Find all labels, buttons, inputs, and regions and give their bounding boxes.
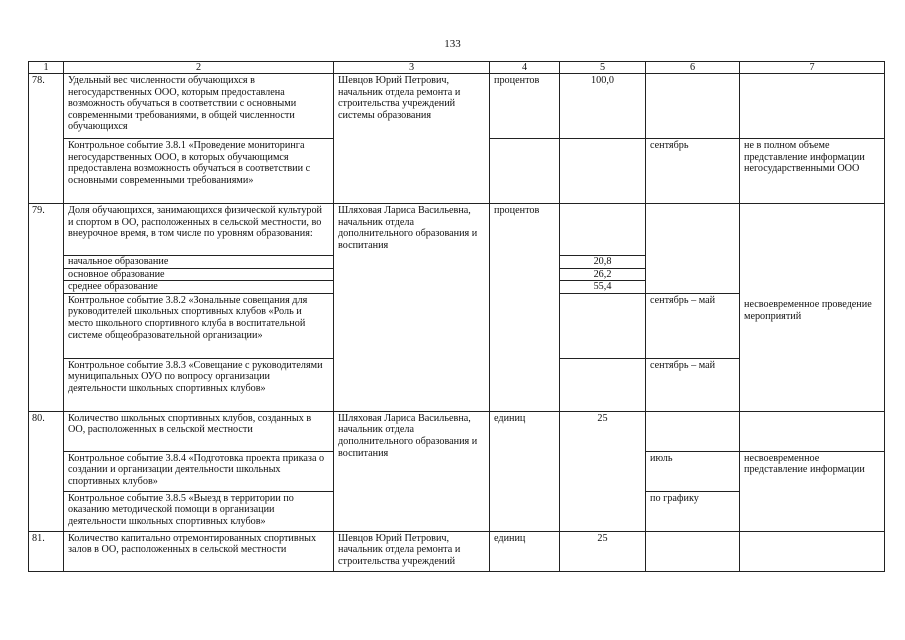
level-label: основное образование	[64, 268, 334, 281]
value-cell	[560, 139, 646, 204]
header-col-7: 7	[740, 62, 885, 74]
term-cell: сентябрь	[646, 139, 740, 204]
term-cell	[646, 204, 740, 294]
header-col-2: 2	[64, 62, 334, 74]
value-cell: 100,0	[560, 74, 646, 139]
value-cell	[560, 204, 646, 256]
control-event-cell: Контрольное событие 3.8.1 «Проведение мониторинга негосударственных ООО, в которых обучающимся предоставлена возможность обучаться в соответствии с основными современными требованиями»	[64, 139, 334, 204]
term-cell: сентябрь – май	[646, 293, 740, 358]
responsible-cell: Шляховая Лариса Васильевна, начальник отдела дополнительного образования и воспитания	[334, 204, 490, 412]
header-col-6: 6	[646, 62, 740, 74]
level-value: 20,8	[560, 256, 646, 269]
value-cell: 25	[560, 531, 646, 571]
indicator-cell: Удельный вес численности обучающихся в негосударственных ООО, которым предоставлена возможность обучаться в соответствии с основными современными требованиями, в общей численности обучающихся	[64, 74, 334, 139]
row-number: 81.	[29, 531, 64, 571]
value-cell	[560, 358, 646, 411]
risk-cell: не в полном объеме представление информации негосударственными ООО	[740, 139, 885, 204]
control-event-cell: Контрольное событие 3.8.2 «Зональные совещания для руководителей школьных спортивных клубов «Роль и место школьного спортивного клуба в воспитательной системе общеобразовательной организации»	[64, 293, 334, 358]
unit-cell: процентов	[490, 204, 560, 412]
header-col-1: 1	[29, 62, 64, 74]
indicator-cell: Количество школьных спортивных клубов, созданных в ОО, расположенных в сельской местности	[64, 411, 334, 451]
table-row	[29, 204, 885, 256]
level-value: 26,2	[560, 268, 646, 281]
row-number: 80.	[29, 411, 64, 531]
level-label: среднее образование	[64, 281, 334, 294]
plan-table	[28, 61, 885, 572]
term-cell	[646, 531, 740, 571]
value-cell	[560, 293, 646, 358]
header-col-5: 5	[560, 62, 646, 74]
value-cell: 25	[560, 411, 646, 531]
risk-cell: несвоевременное представление информации	[740, 451, 885, 531]
risk-cell	[740, 411, 885, 451]
header-col-3: 3	[334, 62, 490, 74]
level-value: 55,4	[560, 281, 646, 294]
row-number: 78.	[29, 74, 64, 204]
header-col-4: 4	[490, 62, 560, 74]
indicator-cell: Количество капитально отремонтированных спортивных залов в ОО, расположенных в сельской местности	[64, 531, 334, 571]
responsible-cell: Шевцов Юрий Петрович, начальник отдела ремонта и строительства учреждений	[334, 531, 490, 571]
term-cell: по графику	[646, 491, 740, 531]
term-cell: сентябрь – май	[646, 358, 740, 411]
term-cell: июль	[646, 451, 740, 491]
risk-cell	[740, 531, 885, 571]
term-cell	[646, 74, 740, 139]
header-row	[29, 62, 885, 74]
unit-cell: единиц	[490, 411, 560, 531]
level-label: начальное образование	[64, 256, 334, 269]
table-row	[29, 411, 885, 451]
term-cell	[646, 411, 740, 451]
indicator-cell: Доля обучающихся, занимающихся физической культурой и спортом в ОО, расположенных в сельской местности, во внеурочное время, в том числе по уровням образования:	[64, 204, 334, 256]
control-event-cell: Контрольное событие 3.8.4 «Подготовка проекта приказа о создании и организации деятельности школьных спортивных клубов»	[64, 451, 334, 491]
control-event-cell: Контрольное событие 3.8.5 «Выезд в территории по оказанию методической помощи в организации деятельности школьных спортивных клубов»	[64, 491, 334, 531]
responsible-cell: Шляховая Лариса Васильевна, начальник отдела дополнительного образования и воспитания	[334, 411, 490, 531]
unit-cell: единиц	[490, 531, 560, 571]
responsible-cell: Шевцов Юрий Петрович, начальник отдела ремонта и строительства учреждений системы образования	[334, 74, 490, 204]
control-event-cell: Контрольное событие 3.8.3 «Совещание с руководителями муниципальных ОУО по вопросу организации деятельности школьных спортивных клубов»	[64, 358, 334, 411]
table-row	[29, 74, 885, 139]
table-row	[29, 531, 885, 571]
row-number: 79.	[29, 204, 64, 412]
risk-cell: несвоевременное проведение мероприятий	[740, 204, 885, 412]
risk-cell	[740, 74, 885, 139]
unit-cell	[490, 139, 560, 204]
page-number: 133	[444, 38, 461, 50]
unit-cell: процентов	[490, 74, 560, 139]
